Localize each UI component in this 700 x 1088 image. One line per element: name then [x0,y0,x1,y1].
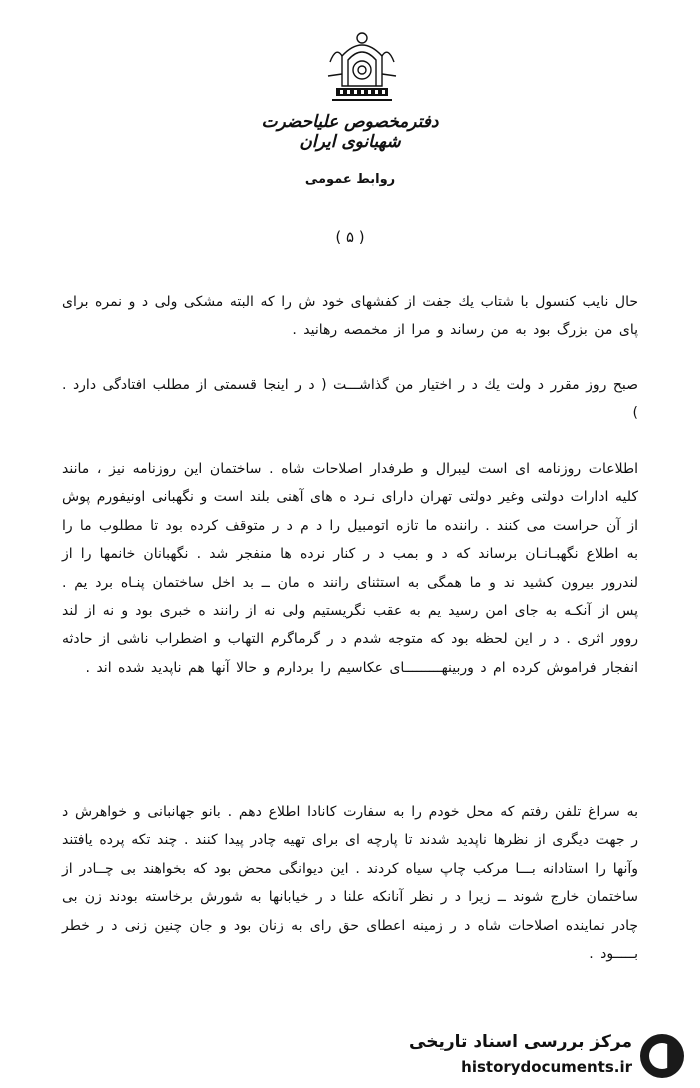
department-label: روابط عمومی [304,172,396,187]
paragraph-2: صبح روز مقرر د ولت یك د ر اختیار من گذاشـــت ( د ر اینجا قسمتی از مطلب افتادگی دارد . ) [62,377,638,422]
pahlavi-crown-emblem-icon [322,26,402,108]
footer-name: مرکز بررسی اسناد تاریخی [409,1032,632,1052]
office-title: دفترمخصوص علیاحضرت شهبانوی ایران [261,112,439,152]
archive-logo-icon [640,1034,684,1078]
paragraph-3: اطلاعات روزنامه ای است لیبرال و طرفدار اصلاحات شاه . ساختمان این روزنامه نیز ، مانند کلیه ادارات دولتی وغیر دولتی تهران دارای نـرد ه های آهنی بلند است و نگهبانی اونیفورم پوش از آن حراست می کنند . راننده ما تازه اتومبیل را د م د ر متوقف کرده بود تا مطلوب ما را به اطلاع نگهبـانـان برساند که د و بمب د ر کنار نرده ها منفجر شد . نگهبانان خانمها را از لندرور بیرون کشید ند و ما همگی به استثنای رانند ه مان ــ بد اخل ساختمان پنـاه برد یم . پس از آنکـه به جای امن رسید یم به عقب نگریستیم ولی نه از رانند ه خبری بود و نه از لند روور اثری . د ر این لحظه بود که متوجه شدم د ر گرماگرم التهاب و اضطراب ناشی از حادثه انفجار فراموش کرده ام د وربینهـــــــــای عکاسیم را بردارم و حالا آنها هم ناپدید شده اند . [62,461,638,676]
paragraph-4: به سراغ تلفن رفتم که محل خودم را به سفارت کانادا اطلاع دهم . بانو جهانبانی و خواهرش د ر جهت دیگری از نظرها ناپدید شدند تا پارچه ای برای تهیه چادر پیدا کنند . چند تکه پرده یافتند وآنها را استادانه بـــا مرکب چاپ سیاه کردند . این دیوانگی محض بود که بخواهند بی چــادر از ساختمان خارج شوند ــ زیرا د ر نظر آنانکه علنا د ر خیابانها به شورش برخاسته بودند زن بی چادر نماینده اصلاحات شاه د ر زمینه اعطای حق رای به زنان بود و جان چنین زنی د ر خطر بـــــود . [62,804,638,963]
footer-watermark [392,1030,692,1084]
footer-url: historydocuments.ir [461,1058,632,1076]
page-number: ( ۵ ) [335,228,365,246]
paragraph-1: حال نایب کنسول با شتاب یك جفت از کفشهای خود ش را که البته مشکی ولی د و نمره برای پای من بزرگ بود به من رساند و مرا از مخمصه رهانید . [62,294,638,339]
